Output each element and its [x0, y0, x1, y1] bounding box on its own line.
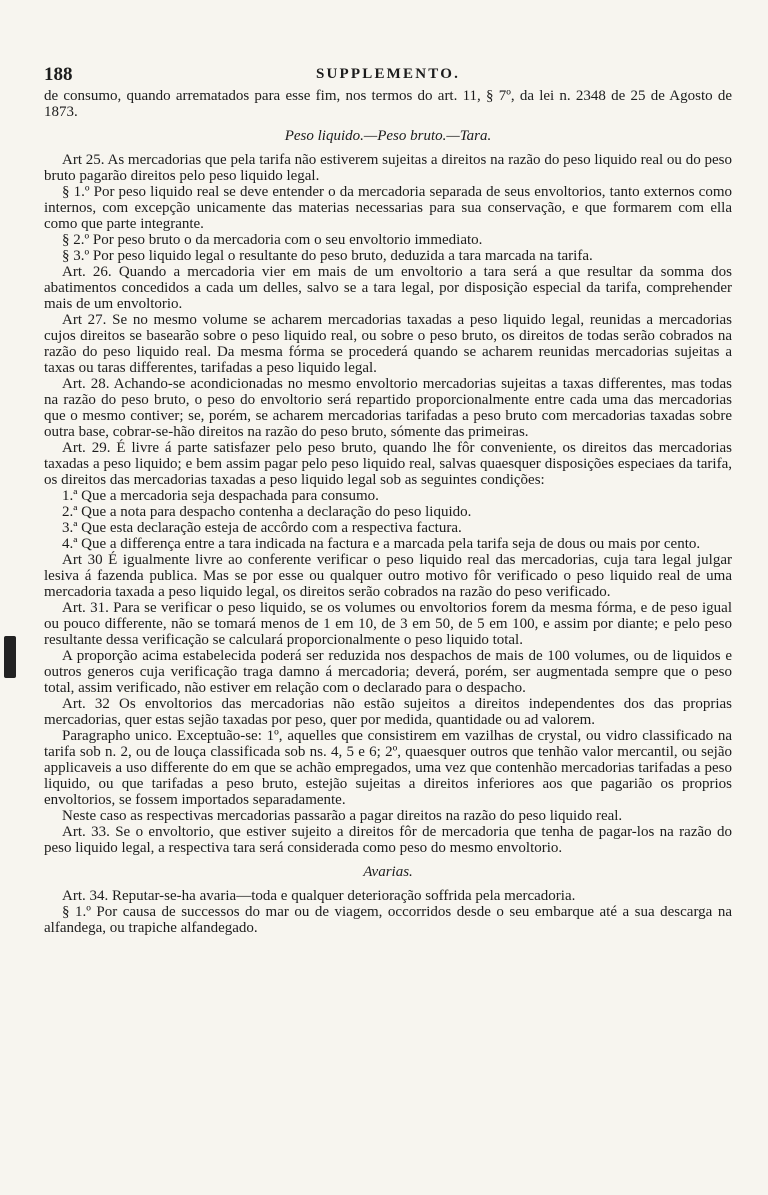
intro-paragraph: de consumo, quando arrematados para esse fim, nos termos do art. 11, § 7º, da lei n. 2348 de 25 de Agosto de 1873.	[44, 88, 732, 120]
paragraph: Art. 33. Se o envoltorio, que estiver sujeito a direitos fôr de mercadoria que tenha de pagar-los na razão do peso liquido legal, a respectiva tara será considerada como peso do mesmo envoltorio.	[44, 824, 732, 856]
paragraph: Art. 32 Os envoltorios das mercadorias não estão sujeitos a direitos independentes dos das proprias mercadorias, quer estas sejão taxadas por peso, quer por medida, quantidade ou ad valorem.	[44, 696, 732, 728]
paragraph: Art 25. As mercadorias que pela tarifa não estiverem sujeitas a direitos na razão do peso liquido real ou do peso bruto pagarão direitos pelo peso liquido legal.	[44, 152, 732, 184]
list-item: 1.ª Que a mercadoria seja despachada para consumo.	[62, 488, 379, 504]
paragraph: Art. 28. Achando-se acondicionadas no mesmo envoltorio mercadorias sujeitas a taxas differentes, mas todas na razão do peso bruto, o peso do envoltorio será repartido proporcionalmente entre cada uma das mercadorias que o mesmo contiver; se, porém, se acharem mercadorias tarifadas a peso bruto com mercadorias taxadas sobre outra base, cobrar-se-hão direitos na razão do peso bruto, sómente das primeiras.	[44, 376, 732, 440]
paragraph: § 1.º Por causa de successos do mar ou de viagem, occorridos desde o seu embarque até a sua descarga na alfandega, ou trapiche alfandegado.	[44, 904, 732, 936]
paragraph: Art. 26. Quando a mercadoria vier em mais de um envoltorio a tara será a que resultar da somma dos abatimentos concedidos a cada um delles, salvo se a tara legal, por disposição especial da tarifa, comprehender mais de um envoltorio.	[44, 264, 732, 312]
running-head: SUPPLEMENTO.	[315, 66, 461, 82]
document-page	[44, 64, 732, 936]
paragraph: Paragrapho unico. Exceptuão-se: 1º, aquelles que consistirem em vazilhas de crystal, ou vidro classificado na tarifa sob n. 2, ou de louça classificada sob ns. 4, 5 e 6; 2º, quaesquer outros que tenhão valor mercantil, ou sejão applicaveis a uso differente do em que se achão empregados, uma vez que contenhão mercadorias tarifadas a peso liquido, ou que tarifadas a peso bruto, estejão sujeitas a direitos inferiores aos que pagarião os proprios envoltorios, se fossem importados separadamente.	[44, 728, 732, 808]
margin-clip-mark	[4, 636, 16, 678]
paragraph: Neste caso as respectivas mercadorias passarão a pagar direitos na razão do peso liquido real.	[62, 808, 623, 824]
list-item: 3.ª Que esta declaração esteja de accôrdo com a respectiva factura.	[62, 520, 462, 536]
page-header	[44, 64, 732, 86]
list-item: 4.ª Que a differença entre a tara indicada na factura e a marcada pela tarifa seja de dous ou mais por cento.	[62, 536, 701, 552]
paragraph: Art 27. Se no mesmo volume se acharem mercadorias taxadas a peso liquido legal, reunidas a mercadorias cujos direitos se basearão sobre o peso liquido real, ou sobre o peso bruto, os direitos de todas serão cobrados na razão do peso liquido real. Da mesma fórma se procederá quando se acharem reunidas mercadorias sujeitas a taxas ou taras differentes, tarifadas a peso liquido legal.	[44, 312, 732, 376]
paragraph: A proporção acima estabelecida poderá ser reduzida nos despachos de mais de 100 volumes, ou de liquidos e outros generos cuja verificação traga damno á mercadoria; deverá, porém, ser augmentada sempre que o peso total, assim verificado, não estiver em relação com o declarado para o despacho.	[44, 648, 732, 696]
paragraph: Art. 34. Reputar-se-ha avaria—toda e qualquer deterioração soffrida pela mercadoria.	[62, 888, 576, 904]
paragraph: § 2.º Por peso bruto o da mercadoria com o seu envoltorio immediato.	[62, 232, 483, 248]
section-title-peso: Peso liquido.—Peso bruto.—Tara.	[284, 128, 492, 144]
paragraph: Art. 29. É livre á parte satisfazer pelo peso bruto, quando lhe fôr conveniente, os direitos das mercadorias taxadas a peso liquido; e bem assim pagar pelo peso liquido real, salvas quaesquer disposições especiaes da tarifa, os direitos das mercadorias taxadas a peso liquido legal sob as seguintes condições:	[44, 440, 732, 488]
paragraph: Art. 31. Para se verificar o peso liquido, se os volumes ou envoltorios forem da mesma fórma, e de peso igual ou pouco differente, não se tomará menos de 1 em 10, de 3 em 50, de 5 em 100, e assim por diante; e pelo peso resultante dessa verificação se calculará proporcionalmente o peso liquido total.	[44, 600, 732, 648]
paragraph: Art 30 É igualmente livre ao conferente verificar o peso liquido real das mercadorias, cuja tara legal julgar lesiva á fazenda publica. Mas se por esse ou qualquer outro motivo fôr verificado o peso liquido real de uma mercadoria taxada a peso liquido legal, os direitos serão cobrados na razão do peso verificado.	[44, 552, 732, 600]
paragraph: § 3.º Por peso liquido legal o resultante do peso bruto, deduzida a tara marcada na tarifa.	[62, 248, 593, 264]
paragraph: § 1.º Por peso liquido real se deve entender o da mercadoria separada de seus envoltorios, tanto externos como internos, com excepção unicamente das materias necessarias para sua conservação, e que formarem com ella como que parte integrante.	[44, 184, 732, 232]
section-title-avarias: Avarias.	[363, 864, 413, 880]
list-item: 2.ª Que a nota para despacho contenha a declaração do peso liquido.	[62, 504, 472, 520]
page-number: 188	[44, 64, 73, 85]
